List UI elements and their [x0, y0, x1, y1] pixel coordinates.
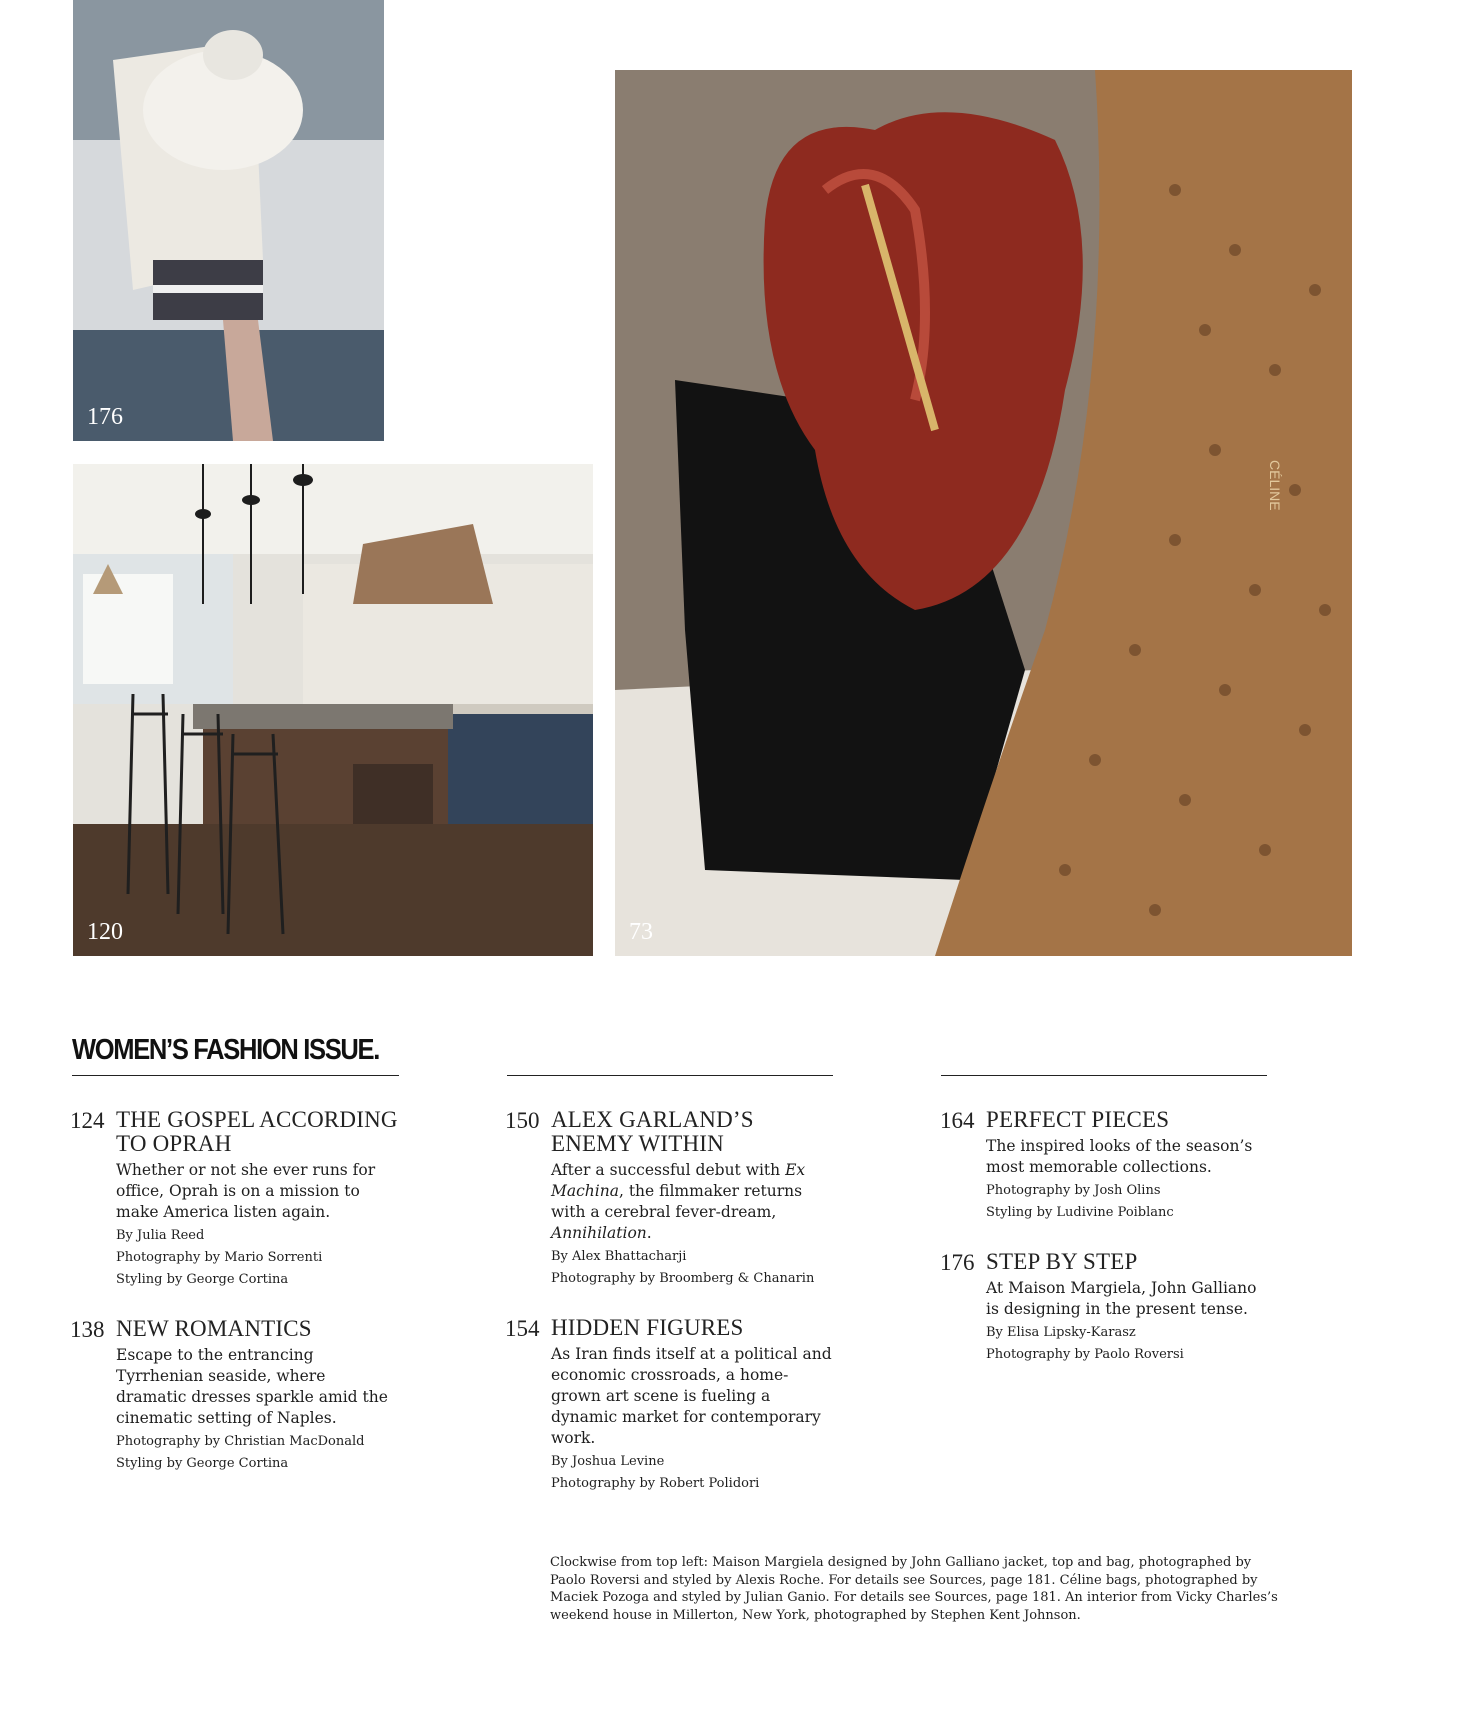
entry-page-number: 154 [505, 1316, 540, 1341]
entry-page-number: 176 [940, 1250, 975, 1275]
entry-credit: Photography by Mario Sorrenti [116, 1250, 323, 1265]
fashion-photo-image [73, 0, 384, 441]
desc-text: , the filmmaker returns with a cerebral fever-dream, [551, 1182, 803, 1221]
fashion-photo [73, 0, 384, 441]
contents-entry[interactable] [70, 1108, 400, 1289]
entry-description: Whether or not she ever runs for office, Oprah is on a mission to make America listen again. [116, 1161, 376, 1221]
entry-page-number: 138 [70, 1317, 105, 1342]
contents-column-1 [70, 1108, 400, 1501]
entry-credit: By Joshua Levine [551, 1454, 665, 1469]
entry-credit: Photography by Paolo Roversi [986, 1347, 1184, 1362]
entry-title: PERFECT PIECES [986, 1107, 1170, 1132]
column-divider-2 [507, 1075, 833, 1076]
entry-credit: Photography by Josh Olins [986, 1183, 1161, 1198]
entry-credit: Photography by Broomberg & Chanarin [551, 1271, 815, 1286]
section-title: WOMEN’S FASHION ISSUE. [72, 1034, 380, 1066]
kitchen-photo-image [73, 464, 593, 956]
page-number-73: 73 [629, 919, 653, 945]
column-divider-3 [941, 1075, 1267, 1076]
entry-credit: By Alex Bhattacharji [551, 1249, 687, 1264]
photo-caption: Clockwise from top left: Maison Margiela designed by John Galliano jacket, top and bag, photographed by Paolo Roversi and styled by Alexis Roche. For details see Sources, page 181. Céline bags, photographed by Maciek Pozoga and styled by Julian Ganio. For details see Sources, page 181. An interior from Vicky Charles’s weekend house in Millerton, New York, photographed by Stephen Kent Johnson. [550, 1555, 1278, 1623]
page-number-176: 176 [87, 404, 123, 430]
entry-page-number: 150 [505, 1108, 540, 1133]
contents-column-2 [505, 1108, 835, 1521]
bags-photo-image [615, 70, 1352, 956]
film-title-annihilation: Annihilation [551, 1224, 647, 1242]
column-divider-1 [72, 1075, 399, 1076]
bags-photo [615, 70, 1352, 956]
celine-logo-mark: CÉLINE [1267, 460, 1283, 511]
entry-title: STEP BY STEP [986, 1249, 1138, 1274]
contents-entry[interactable] [505, 1316, 835, 1493]
entry-description: The inspired looks of the season’s most memorable collections. [986, 1137, 1253, 1176]
entry-description: Escape to the entrancing Tyrrhenian seaside, where dramatic dresses sparkle amid the cinematic setting of Naples. [116, 1346, 388, 1427]
entry-credit: Photography by Christian MacDonald [116, 1434, 365, 1449]
entry-page-number: 164 [940, 1108, 975, 1133]
entry-title: ALEX GARLAND’S ENEMY WITHIN [551, 1107, 754, 1156]
entry-credit: Styling by George Cortina [116, 1272, 289, 1287]
entry-description: As Iran finds itself at a political and economic crossroads, a home-grown art scene is fueling a dynamic market for contemporary work. [551, 1345, 832, 1447]
entry-description: At Maison Margiela, John Galliano is designing in the present tense. [986, 1279, 1257, 1318]
page-number-120: 120 [87, 919, 123, 945]
contents-entry[interactable] [505, 1108, 835, 1288]
entry-credit: Photography by Robert Polidori [551, 1476, 760, 1491]
desc-text: After a successful debut with [551, 1161, 786, 1179]
film-title-ex-machina: Ex Machina [551, 1161, 806, 1200]
contents-entry[interactable] [940, 1108, 1270, 1222]
entry-credit: Styling by George Cortina [116, 1456, 289, 1471]
entry-title: NEW ROMANTICS [116, 1316, 312, 1341]
entry-credit: Styling by Ludivine Poiblanc [986, 1205, 1174, 1220]
entry-description [551, 1160, 835, 1244]
contents-column-3 [940, 1108, 1270, 1392]
entry-title: THE GOSPEL ACCORDING TO OPRAH [116, 1107, 398, 1156]
contents-entry[interactable] [70, 1317, 400, 1473]
entry-credit: By Elisa Lipsky-Karasz [986, 1325, 1136, 1340]
desc-text: . [646, 1224, 652, 1242]
contents-entry[interactable] [940, 1250, 1270, 1364]
entry-credit: By Julia Reed [116, 1228, 205, 1243]
kitchen-photo [73, 464, 593, 956]
entry-page-number: 124 [70, 1108, 105, 1133]
entry-title: HIDDEN FIGURES [551, 1315, 744, 1340]
